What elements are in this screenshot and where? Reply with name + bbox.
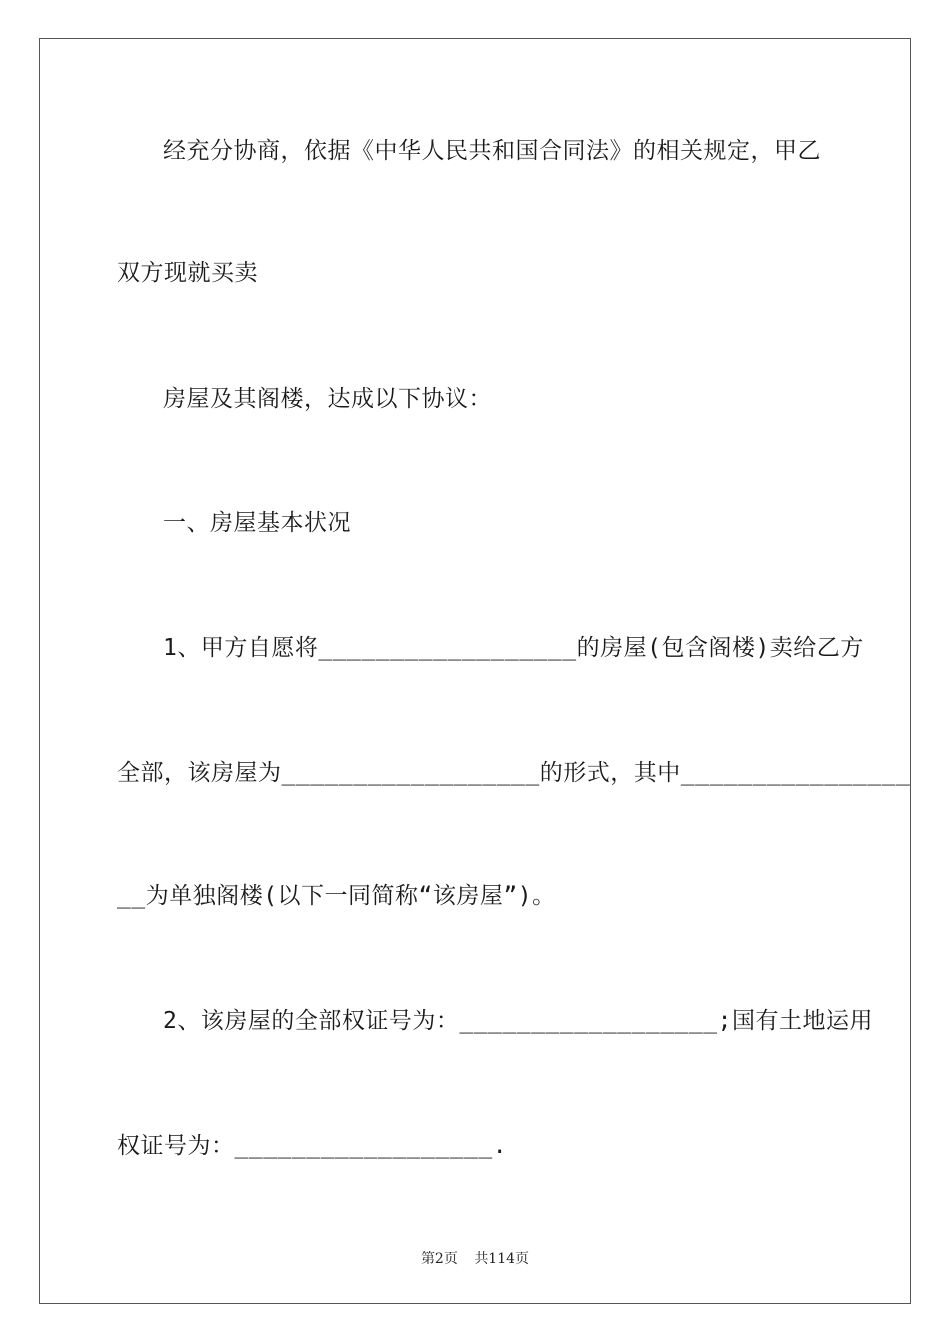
page-footer xyxy=(0,1248,950,1268)
paragraph-line-8: 2、该房屋的全部权证号为：__________________;国有土地运用 xyxy=(163,1008,873,1034)
page-border xyxy=(39,38,911,1304)
paragraph-line-2: 双方现就买卖 xyxy=(117,260,258,286)
paragraph-line-9: 权证号为：__________________. xyxy=(117,1133,508,1159)
page-number: 第2页 xyxy=(420,1251,458,1267)
section-heading: 一、房屋基本状况 xyxy=(163,510,351,536)
paragraph-line-7: __为单独阁楼(以下一同简称“该房屋”)。 xyxy=(117,883,556,909)
paragraph-line-5: 1、甲方自愿将__________________的房屋(包含阁楼)卖给乙方 xyxy=(163,635,864,661)
page-total: 共114页 xyxy=(474,1251,530,1267)
paragraph-line-6: 全部，该房屋为__________________的形式，其中________________ xyxy=(117,760,911,786)
paragraph-line-1: 经充分协商，依据《中华人民共和国合同法》的相关规定，甲乙 xyxy=(163,138,821,164)
paragraph-line-3: 房屋及其阁楼，达成以下协议： xyxy=(163,386,492,412)
